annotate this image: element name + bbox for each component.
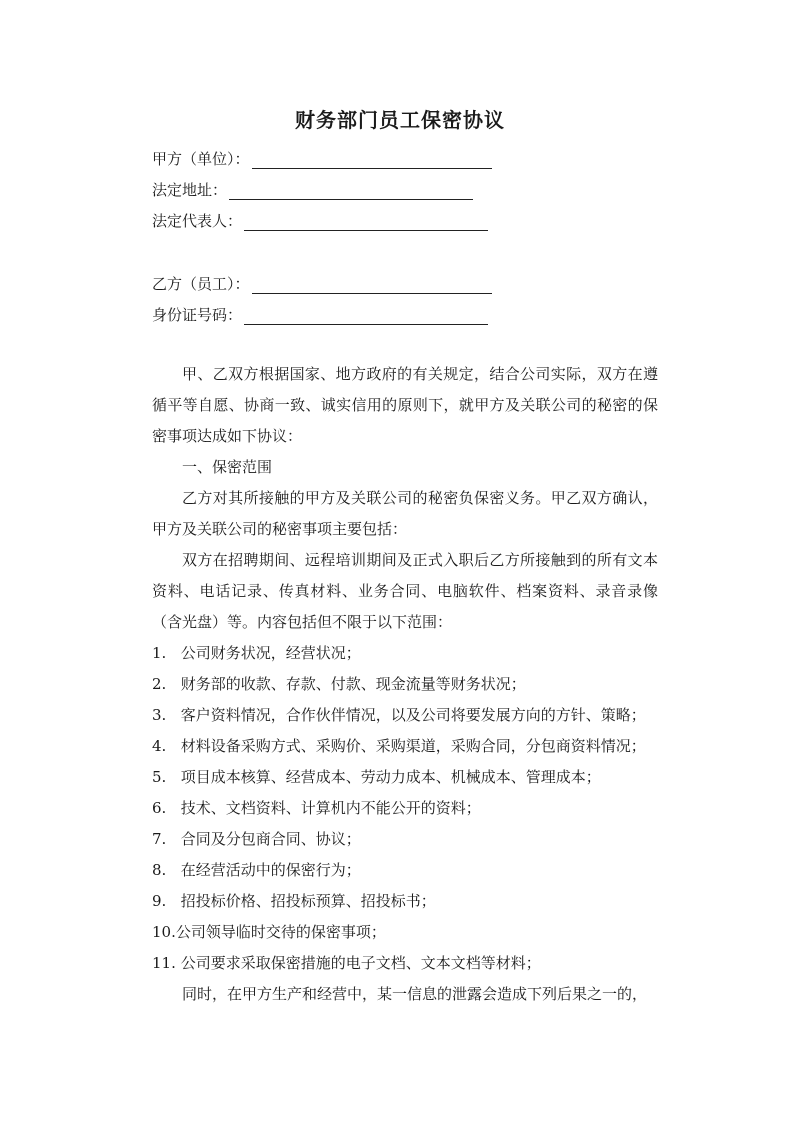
- intro-paragraph: 甲、乙双方根据国家、地方政府的有关规定，结合公司实际，双方在遵循平等自愿、协商一致、诚实信用的原则下，就甲方及关联公司的秘密的保密事项达成如下协议：: [152, 365, 658, 445]
- legal-rep-field: [152, 203, 488, 231]
- section1-paragraph-2: 双方在招聘期间、远程培训期间及正式入职后乙方所接触到的所有文本资料、电话记录、传真材料、业务合同、电脑软件、档案资料、录音录像（含光盘）等。内容包括但不限于以下范围：: [152, 551, 658, 631]
- list-item: 11. 公司要求采取保密措施的电子文档、文本文档等材料；: [152, 954, 541, 972]
- party-a-unit-blank[interactable]: [252, 150, 492, 169]
- legal-rep-label: 法定代表人：: [152, 212, 243, 230]
- list-item: 10.公司领导临时交待的保密事项；: [152, 923, 386, 941]
- list-item: 7. 合同及分包商合同、协议；: [152, 830, 361, 848]
- list-item: 4. 材料设备采购方式、采购价、采购渠道，采购合同，分包商资料情况；: [152, 737, 646, 755]
- party-b-employee-field: [152, 266, 492, 294]
- list-item: 9. 招投标价格、招投标预算、招投标书；: [152, 892, 436, 910]
- party-b-employee-blank[interactable]: [252, 275, 492, 294]
- legal-address-field: [152, 172, 473, 200]
- section1-paragraph-1: 乙方对其所接触的甲方及关联公司的秘密负保密义务。甲乙双方确认，甲方及关联公司的秘密事项主要包括：: [152, 489, 658, 538]
- list-item: 8. 在经营活动中的保密行为；: [152, 861, 361, 879]
- document-title: 财务部门员工保密协议: [295, 108, 505, 132]
- id-number-blank[interactable]: [244, 306, 488, 325]
- legal-address-label: 法定地址：: [152, 181, 228, 199]
- id-number-label: 身份证号码：: [152, 306, 243, 324]
- closing-paragraph: 同时，在甲方生产和经营中，某一信息的泄露会造成下列后果之一的，: [182, 985, 648, 1003]
- list-item: 2. 财务部的收款、存款、付款、现金流量等财务状况；: [152, 675, 526, 693]
- legal-rep-blank[interactable]: [244, 212, 488, 231]
- section1-heading: 一、保密范围: [182, 458, 273, 476]
- list-item: 3. 客户资料情况，合作伙伴情况，以及公司将要发展方向的方针、策略；: [152, 706, 646, 724]
- list-item: 5. 项目成本核算、经营成本、劳动力成本、机械成本、管理成本；: [152, 768, 601, 786]
- party-a-unit-field: [152, 141, 492, 169]
- party-a-unit-label: 甲方（单位）：: [152, 150, 250, 168]
- legal-address-blank[interactable]: [229, 181, 473, 200]
- party-b-employee-label: 乙方（员工）：: [152, 275, 250, 293]
- id-number-field: [152, 297, 488, 325]
- list-item: 1. 公司财务状况，经营状况；: [152, 644, 361, 662]
- list-item: 6. 技术、文档资料、计算机内不能公开的资料；: [152, 799, 481, 817]
